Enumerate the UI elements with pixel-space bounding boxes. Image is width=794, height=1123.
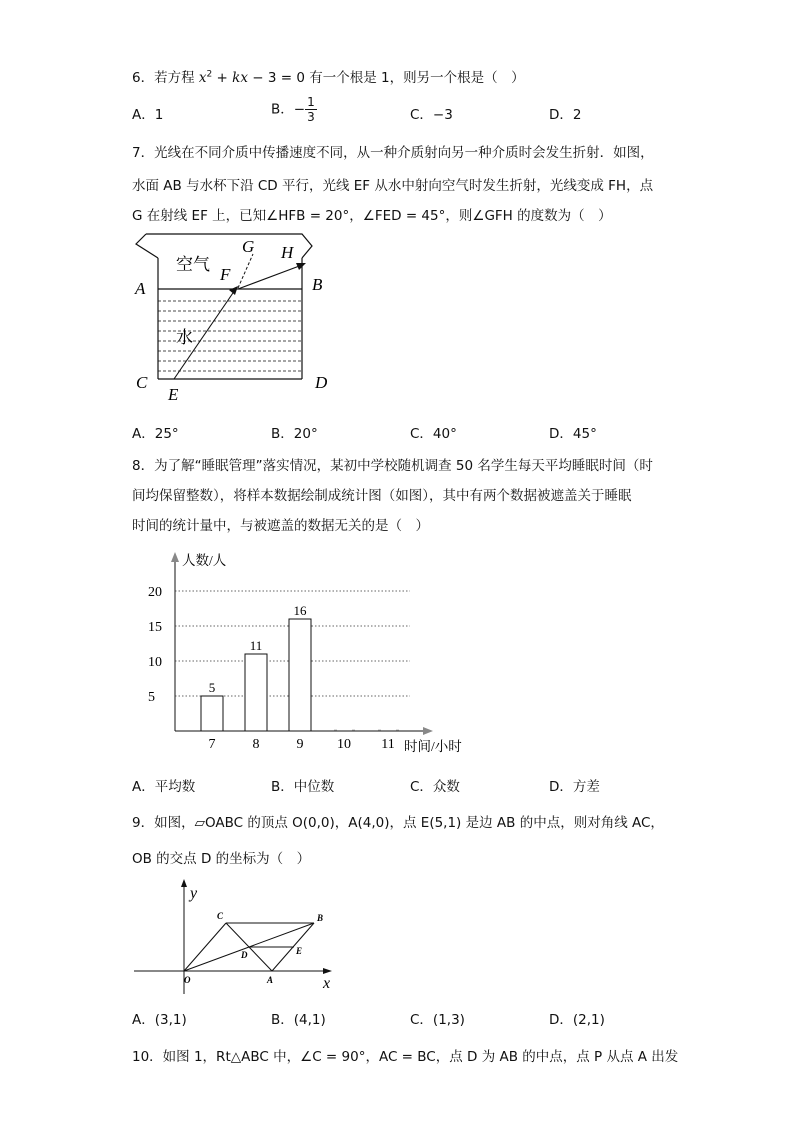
q8-option-d[interactable]: D．方差 [549, 779, 600, 795]
x-axis-label: 时间/小时 [404, 739, 462, 754]
q9-label-C: C [217, 911, 224, 921]
q7-label-D: D [315, 373, 328, 392]
q6-options [132, 95, 692, 127]
q9-options [132, 1008, 692, 1032]
q7-option-a[interactable]: A．25° [132, 426, 179, 442]
q6-eq-sq: 2 [206, 69, 213, 80]
q6-option-b-fraction [305, 95, 317, 124]
q8-options [132, 775, 692, 799]
q6-option-d[interactable]: D．2 [549, 107, 582, 123]
q7-options [132, 422, 692, 446]
q6-text-b: 有一个根是 1，则另一个根是（ ） [304, 70, 525, 86]
q6-eq-kx: kx [232, 70, 248, 86]
q9-label-O: O [184, 975, 191, 985]
q7-label-B: B [312, 275, 323, 294]
y-tick-label: 15 [148, 620, 162, 635]
q7-figure [132, 232, 332, 406]
q9-label-D: D [241, 950, 248, 960]
q6-option-c[interactable]: C．−3 [410, 107, 453, 123]
q9-option-c[interactable]: C．(1,3) [410, 1012, 465, 1028]
q6-eq-end: − 3 = 0 [247, 70, 305, 86]
q7-label-A: A [135, 279, 146, 298]
bar-7 [201, 696, 223, 731]
q8-option-a[interactable]: A．平均数 [132, 779, 196, 795]
q6-text-a: 若方程 [154, 70, 195, 86]
q9-label-A: A [267, 975, 274, 985]
q6-option-b-prefix: B．− [271, 101, 306, 118]
q6-option-b-den: 3 [307, 110, 315, 124]
q7-line-1: 7．光线在不同介质中传播速度不同，从一种介质射向另一种介质时会发生折射．如图， [132, 145, 654, 161]
q8-line-2: 间均保留整数），将样本数据绘制成统计图（如图），其中有两个数据被遮盖关于睡眠 [132, 488, 632, 504]
q7-label-C: C [136, 373, 148, 392]
q10-line-1: 10．如图 1，Rt△ABC 中，∠C = 90°，AC = BC，点 D 为 AB 的中点，点 P 从点 A 出发 [132, 1049, 679, 1065]
x-tick-label: 11 [381, 737, 395, 752]
q7-option-b[interactable]: B．20° [271, 426, 318, 442]
q8-bar-chart [140, 548, 480, 760]
q9-label-y: y [190, 885, 198, 902]
q7-label-G: G [242, 237, 255, 256]
q6-option-a[interactable]: A．1 [132, 107, 164, 123]
q8-line-1: 8．为了解“睡眠管理”落实情况，某初中学校随机调查 50 名学生每天平均睡眠时间（时 [132, 458, 653, 474]
bar-8 [245, 654, 267, 731]
q9-x-axis-arrow [323, 968, 332, 974]
q9-option-b[interactable]: B．(4,1) [271, 1012, 326, 1028]
q7-label-E: E [168, 385, 179, 404]
y-tick-label: 10 [148, 655, 162, 670]
q7-label-H: H [281, 243, 294, 262]
q6-eq-mid: + [212, 70, 233, 86]
y-tick-label: 20 [148, 585, 162, 600]
y-tick-label: 5 [148, 690, 155, 705]
q8-option-c[interactable]: C．众数 [410, 779, 460, 795]
x-axis-arrow [423, 727, 433, 735]
q9-label-E: E [296, 946, 303, 956]
q9-figure [132, 876, 342, 998]
q7-option-d[interactable]: D．45° [549, 426, 597, 442]
q7-label-air: 空气 [176, 255, 210, 274]
q7-line-3: G 在射线 EF 上，已知∠HFB = 20°，∠FED = 45°，则∠GFH 的度数为（ ） [132, 208, 612, 224]
q9-line-2: OB 的交点 D 的坐标为（ ） [132, 851, 311, 867]
q6-option-b-num: 1 [307, 95, 315, 109]
bar-9 [289, 619, 311, 731]
q9-y-axis-arrow [181, 879, 187, 887]
bar-label-9: 16 [293, 603, 307, 618]
bar-label-7: 5 [208, 680, 216, 695]
q7-line-2: 水面 AB 与水杯下沿 CD 平行，光线 EF 从水中射向空气时发生折射，光线变成 FH，点 [132, 178, 654, 194]
q9-label-B: B [317, 913, 324, 923]
x-tick-label: 10 [337, 737, 351, 752]
q6-stem [132, 66, 525, 86]
q6-eq-x: x [198, 70, 207, 86]
q6-option-b[interactable] [271, 95, 317, 124]
q9-option-a[interactable]: A．(3,1) [132, 1012, 187, 1028]
x-tick-label: 9 [296, 737, 304, 752]
x-tick-label: 8 [252, 737, 260, 752]
y-axis-label: 人数/人 [182, 553, 227, 568]
q9-option-d[interactable]: D．(2,1) [549, 1012, 605, 1028]
q9-line-1: 9．如图，▱OABC 的顶点 O(0,0)，A(4,0)，点 E(5,1) 是边 AB 的中点，则对角线 AC， [132, 815, 664, 831]
y-axis-arrow [171, 552, 179, 562]
q7-label-F: F [220, 265, 231, 284]
q9-label-x: x [323, 975, 331, 992]
q8-line-3: 时间的统计量中，与被遮盖的数据无关的是（ ） [132, 518, 429, 534]
q6-number: 6． [132, 70, 155, 86]
x-tick-label: 7 [208, 737, 216, 752]
q7-label-water: 水 [176, 328, 193, 347]
bar-label-8: 11 [249, 638, 263, 653]
q7-option-c[interactable]: C．40° [410, 426, 457, 442]
q8-option-b[interactable]: B．中位数 [271, 779, 335, 795]
